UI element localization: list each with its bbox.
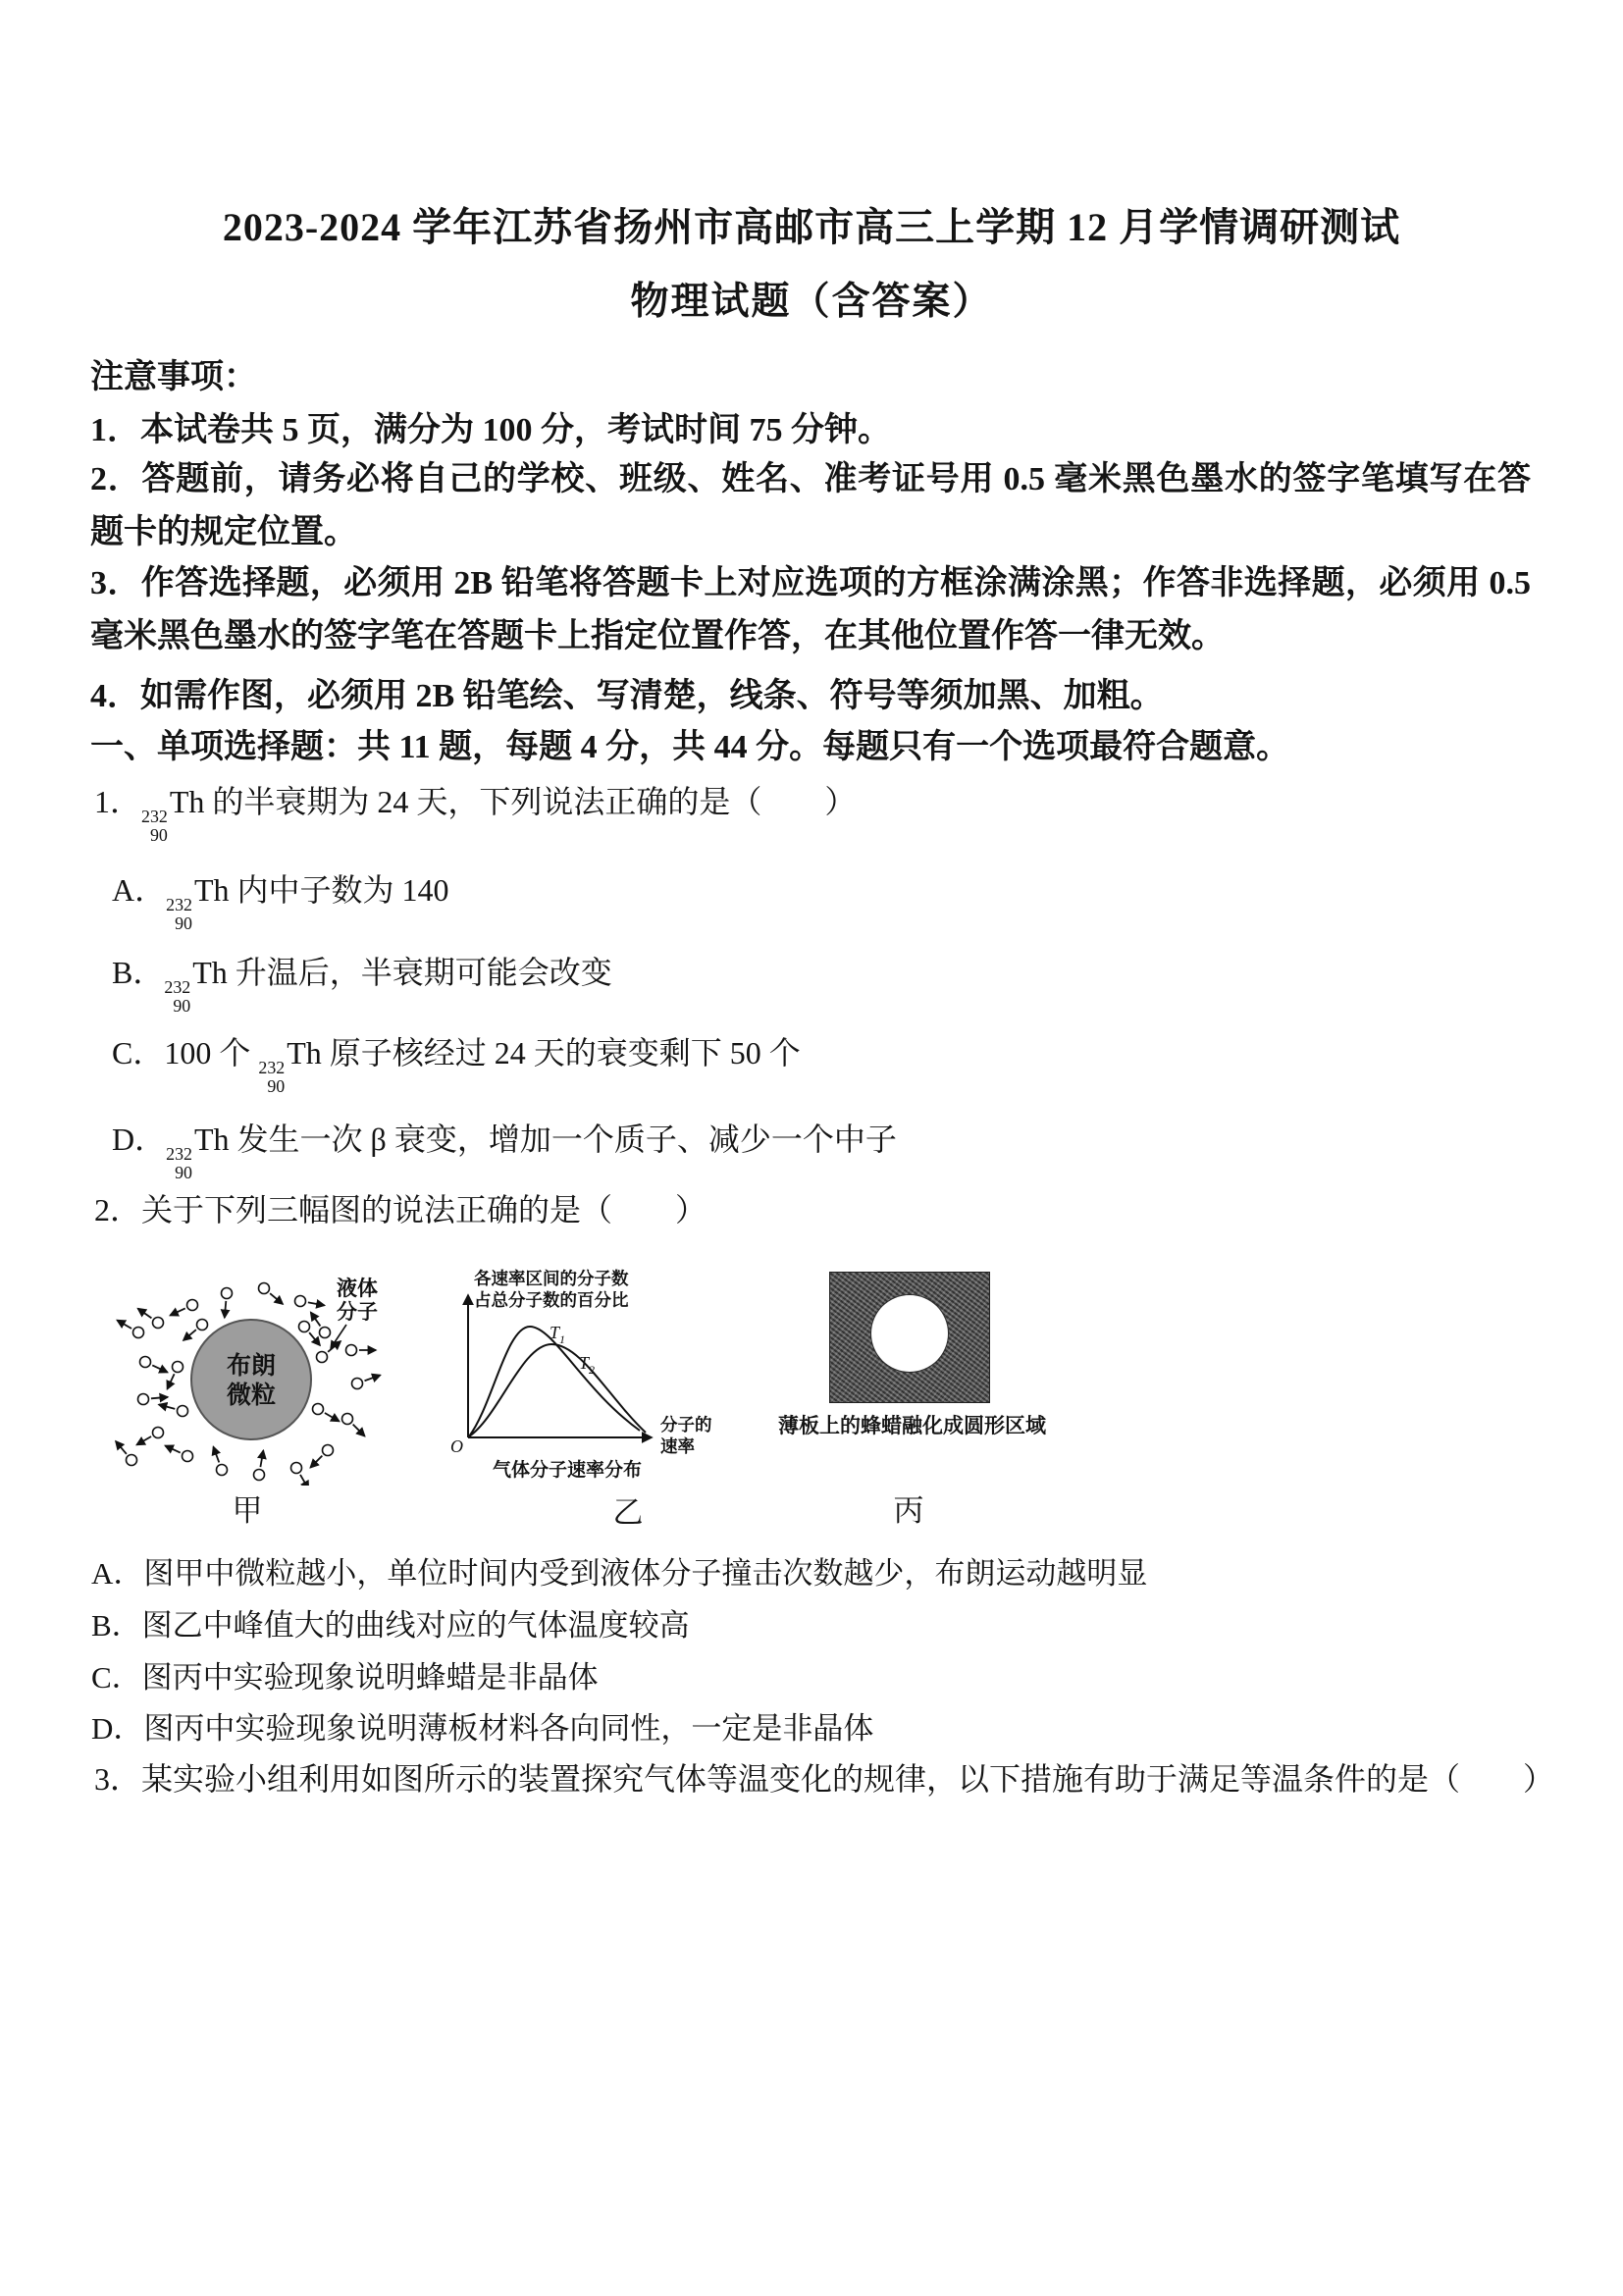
element-symbol: Th: [192, 955, 228, 990]
atomic-number: 90: [175, 1162, 192, 1182]
figure-bing-caption: 丙: [893, 1493, 924, 1528]
atomic-number: 90: [173, 995, 191, 1016]
origin-label: O: [450, 1436, 463, 1456]
q2-option-b: B．图乙中峰值大的曲线对应的气体温度较高: [91, 1608, 690, 1643]
curve-T2: [469, 1344, 646, 1436]
isotope-notation: [258, 1035, 321, 1096]
q1-stem: 1． 232 90 Th 的半衰期为 24 天，下列说法正确的是（ ）: [94, 784, 857, 845]
curve-T1: [469, 1327, 640, 1436]
svg-text:速率: 速率: [660, 1436, 695, 1456]
isotope-notation: [141, 784, 204, 845]
q1-option-d: D． 232 90 Th 发生一次 β 衰变，增加一个质子、减少一个中子: [112, 1122, 897, 1182]
particle-label: 布朗: [226, 1353, 277, 1380]
x-axis-label: 分子的: [660, 1415, 712, 1435]
mass-number: 232: [164, 977, 191, 997]
isotope-notation: [166, 1122, 229, 1182]
atomic-number: 90: [267, 1075, 286, 1096]
atomic-number: 90: [149, 824, 168, 845]
label-pointer-arrow: [331, 1325, 346, 1348]
note-item-1: 1．本试卷共 5 页，满分为 100 分，考试时间 75 分钟。: [90, 412, 891, 448]
figure-bing-plate: [829, 1272, 990, 1403]
element-symbol: Th: [287, 1035, 322, 1070]
figure-yi-caption: 乙: [612, 1495, 644, 1530]
svg-text:分子: 分子: [337, 1300, 378, 1324]
element-symbol: Th: [169, 784, 205, 819]
q1-option-b: B． 232 90 Th 升温后，半衰期可能会改变: [112, 955, 612, 1016]
figure-jia-caption: 甲: [232, 1493, 263, 1528]
note-item-4: 4．如需作图，必须用 2B 铅笔绘、写清楚，线条、符号等须加黑、加粗。: [90, 678, 1164, 714]
page-subtitle: 物理试题（含答案）: [630, 281, 993, 323]
isotope-notation: [164, 955, 227, 1016]
mass-number: 232: [258, 1058, 286, 1077]
mass-number: 232: [141, 807, 168, 826]
figure-jia-brownian-diagram: [104, 1264, 391, 1486]
q1-option-a: A． 232 90 Th 内中子数为 140: [112, 872, 449, 933]
section1-heading: 一、单项选择题：共 11 题，每题 4 分，共 44 分。每题只有一个选项最符合题意。: [90, 729, 1290, 765]
mass-number: 232: [166, 895, 192, 914]
q3-stem: 3．某实验小组利用如图所示的装置探究气体等温变化的规律，以下措施有助于满足等温条件的是（ ）: [94, 1761, 1555, 1797]
q2-option-d: D．图丙中实验现象说明薄板材料各向同性，一定是非晶体: [91, 1711, 874, 1746]
curve-T2-label: $T_2$: [579, 1353, 596, 1377]
element-symbol: Th: [193, 872, 230, 908]
figure-bing-description: 薄板上的蜂蜡融化成圆形区域: [778, 1414, 1046, 1437]
y-axis-label: 各速率区间的分子数: [474, 1269, 629, 1288]
mass-number: 232: [166, 1144, 192, 1164]
note-item-2: 2．答题前，请务必将自己的学校、班级、姓名、准考证号用 0.5 毫米黑色墨水的签字笔填写在答题卡的规定位置。: [90, 461, 1531, 550]
svg-text:微粒: 微粒: [226, 1383, 277, 1409]
notes-heading: 注意事项：: [90, 359, 257, 395]
element-symbol: Th: [193, 1122, 230, 1157]
curve-T1-label: $T_1$: [550, 1323, 566, 1346]
note-item-3: 3．作答选择题，必须用 2B 铅笔将答题卡上对应选项的方框涂满涂黑；作答非选择题，必须用 0.5 毫米黑色墨水的签字笔在答题卡上指定位置作答，在其他位置作答一律无效。: [90, 565, 1531, 654]
atomic-number: 90: [175, 913, 192, 933]
page-title: 2023-2024 学年江苏省扬州市高邮市高三上学期 12 月学情调研测试: [222, 205, 1401, 249]
molecule-label: 液体: [337, 1277, 378, 1300]
q2-option-a: A．图甲中微粒越小，单位时间内受到液体分子撞击次数越少，布朗运动越明显: [91, 1556, 1148, 1591]
q2-option-c: C．图丙中实验现象说明蜂蜡是非晶体: [91, 1660, 599, 1695]
figure-yi-speed-distribution-graph: [442, 1240, 814, 1486]
svg-text:占总分子数的百分比: 占总分子数的百分比: [474, 1290, 629, 1310]
graph-title: 气体分子速率分布: [492, 1460, 643, 1481]
melted-wax-circle: [871, 1295, 948, 1372]
q1-number: 1．: [94, 784, 142, 819]
q2-stem: 2．关于下列三幅图的说法正确的是（ ）: [94, 1192, 707, 1227]
isotope-notation: [166, 872, 229, 933]
brownian-particle: [191, 1320, 311, 1439]
q1-option-c: C．100 个 232 90 Th 原子核经过 24 天的衰变剩下 50 个: [112, 1035, 801, 1096]
